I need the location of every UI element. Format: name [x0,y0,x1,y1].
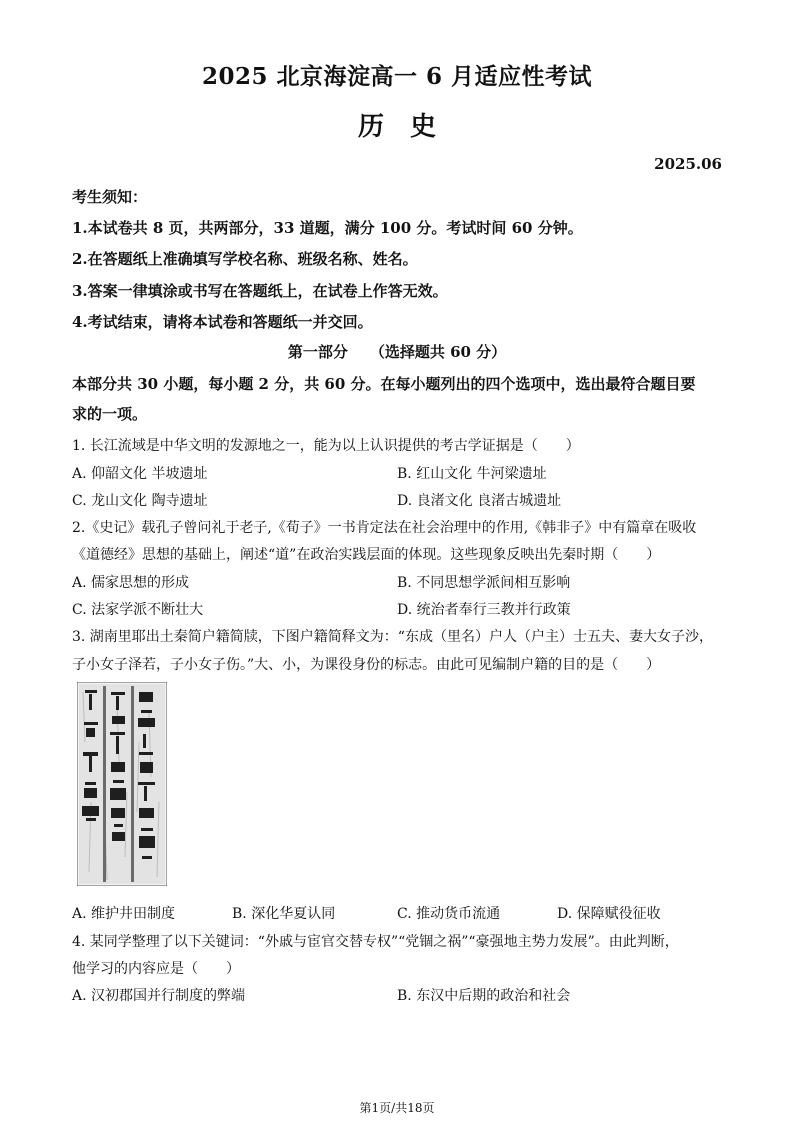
exam-date: 2025.06 [654,155,722,173]
q2-option-b: B. 不同思想学派间相互影响 [397,575,571,591]
q4-option-a: A. 汉初郡国并行制度的弊端 [72,988,246,1004]
section-instruction: 求的一项。 [72,405,148,423]
q3-option-a: A. 维护井田制度 [72,906,176,922]
q3-option-d: D. 保障赋役征收 [557,906,661,922]
question-3-stem: 3. 湖南里耶出土秦简户籍简牍，下图户籍简释文为：“东成（里名）户人（户主）士五夫、妻大女子沙， [72,629,713,645]
notice-heading: 考生须知： [72,188,148,206]
notice-item: 4.考试结束，请将本试卷和答题纸一并交回。 [72,313,373,331]
q1-option-b: B. 红山文化 牛河梁遗址 [397,466,547,482]
q3-option-c: C. 推动货币流通 [397,906,501,922]
notice-item: 1.本试卷共 8 页，共两部分，33 道题，满分 100 分。考试时间 60 分钟。 [72,219,583,237]
question-4-stem: 4. 某同学整理了以下关键词：“外戚与宦官交替专权”“党锢之祸”“豪强地主势力发展”。由此判断， [72,934,679,950]
notice-item: 3.答案一律填涂或书写在答题纸上，在试卷上作答无效。 [72,282,448,300]
q1-option-d: D. 良渚文化 良渚古城遗址 [397,493,562,509]
section-instruction: 本部分共 30 小题，每小题 2 分，共 60 分。在每小题列出的四个选项中，选出最符合题目要 [72,375,696,393]
notice-item: 2.在答题纸上准确填写学校名称、班级名称、姓名。 [72,250,418,268]
bamboo-slip-image [77,682,167,886]
q2-option-c: C. 法家学派不断壮大 [72,602,204,618]
question-1-stem: 1. 长江流域是中华文明的发源地之一，能为以上认识提供的考古学证据是（ ） [72,438,580,454]
q1-option-c: C. 龙山文化 陶寺遗址 [72,493,208,509]
q1-option-a: A. 仰韶文化 半坡遗址 [72,466,208,482]
q2-option-a: A. 儒家思想的形成 [72,575,190,591]
subject-title: 历 史 [357,112,436,142]
question-4-stem: 他学习的内容应是（ ） [72,961,240,977]
q3-option-b: B. 深化华夏认同 [232,906,336,922]
section-detail: （选择题共 60 分） [369,343,507,361]
q2-option-d: D. 统治者奉行三教并行政策 [397,602,571,618]
q4-option-b: B. 东汉中后期的政治和社会 [397,988,571,1004]
question-3-stem: 子小女子泽若，子小女子伤。”大、小，为课役身份的标志。由此可见编制户籍的目的是（ ） [72,657,661,673]
question-2-stem: 2.《史记》载孔子曾问礼于老子,《荀子》一书肯定法在社会治理中的作用,《韩非子》中有篇章在吸收 [72,520,697,536]
question-2-stem: 《道德经》思想的基础上，阐述“道”在政治实践层面的体现。这些现象反映出先秦时期（ ） [72,547,661,563]
page-footer: 第1页/共18页 [359,1101,435,1115]
section-heading [0,341,794,362]
exam-title: 2025 北京海淀高一 6 月适应性考试 [201,63,593,90]
section-name: 第一部分 [287,343,348,361]
